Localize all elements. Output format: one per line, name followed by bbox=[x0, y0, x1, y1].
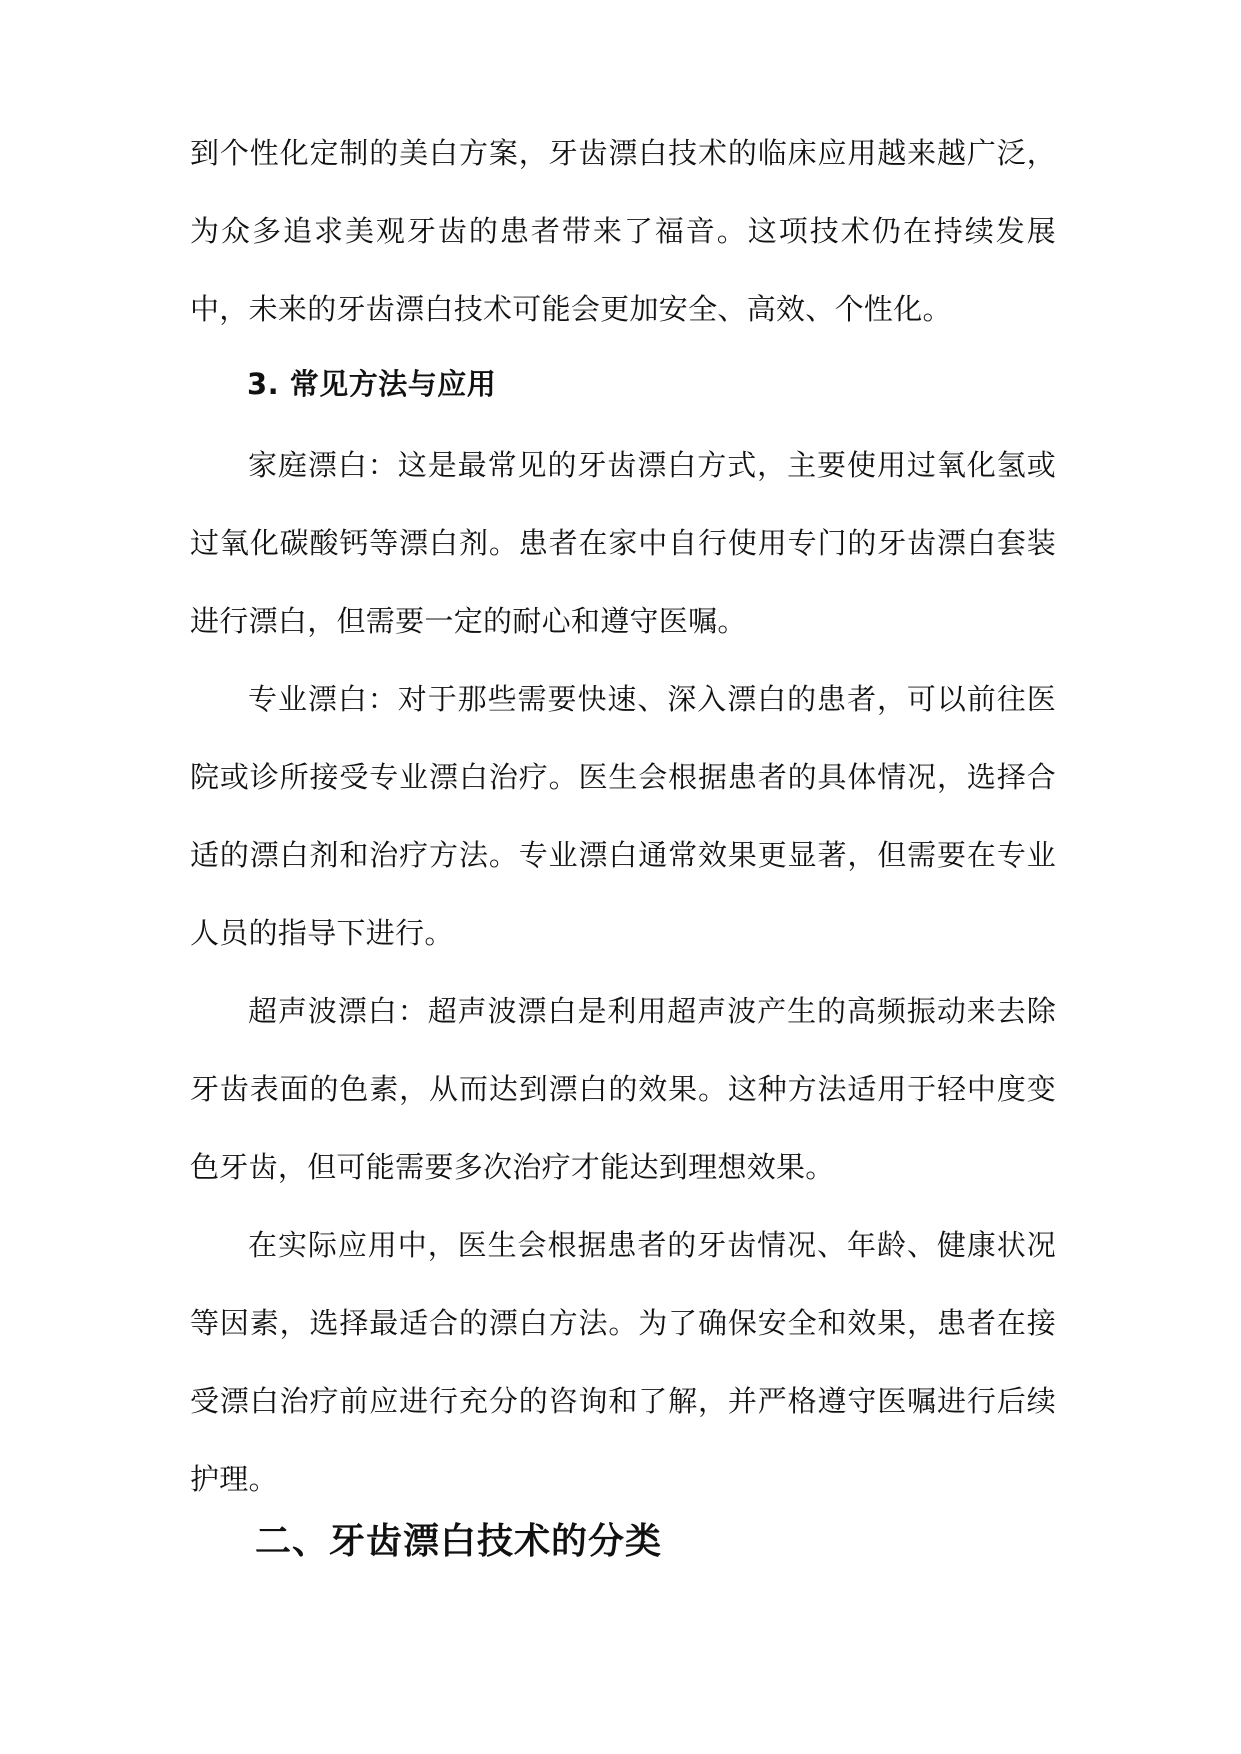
paragraph-professional-bleaching: 专业漂白：对于那些需要快速、深入漂白的患者，可以前往医院或诊所接受专业漂白治疗。医生会根据患者的具体情况，选择合适的漂白剂和治疗方法。专业漂白通常效果更显著，但需要在专业人员的指导下进行。 bbox=[190, 682, 1056, 950]
chapter-heading: 二、牙齿漂白技术的分类 bbox=[255, 1521, 663, 1562]
paragraph-home-bleaching: 家庭漂白：这是最常见的牙齿漂白方式，主要使用过氧化氢或过氧化碳酸钙等漂白剂。患者在家中自行使用专门的牙齿漂白套装进行漂白，但需要一定的耐心和遵守医嘱。 bbox=[190, 448, 1056, 638]
paragraph-clinical-practice: 在实际应用中，医生会根据患者的牙齿情况、年龄、健康状况等因素，选择最适合的漂白方法。为了确保安全和效果，患者在接受漂白治疗前应进行充分的咨询和了解，并严格遵守医嘱进行后续护理。 bbox=[190, 1228, 1056, 1496]
section-heading: 3. 常见方法与应用 bbox=[247, 367, 497, 401]
paragraph-ultrasonic-bleaching: 超声波漂白：超声波漂白是利用超声波产生的高频振动来去除牙齿表面的色素，从而达到漂白的效果。这种方法适用于轻中度变色牙齿，但可能需要多次治疗才能达到理想效果。 bbox=[190, 994, 1056, 1184]
intro-paragraph: 到个性化定制的美白方案，牙齿漂白技术的临床应用越来越广泛，为众多追求美观牙齿的患者带来了福音。这项技术仍在持续发展中，未来的牙齿漂白技术可能会更加安全、高效、个性化。 bbox=[190, 136, 1056, 326]
